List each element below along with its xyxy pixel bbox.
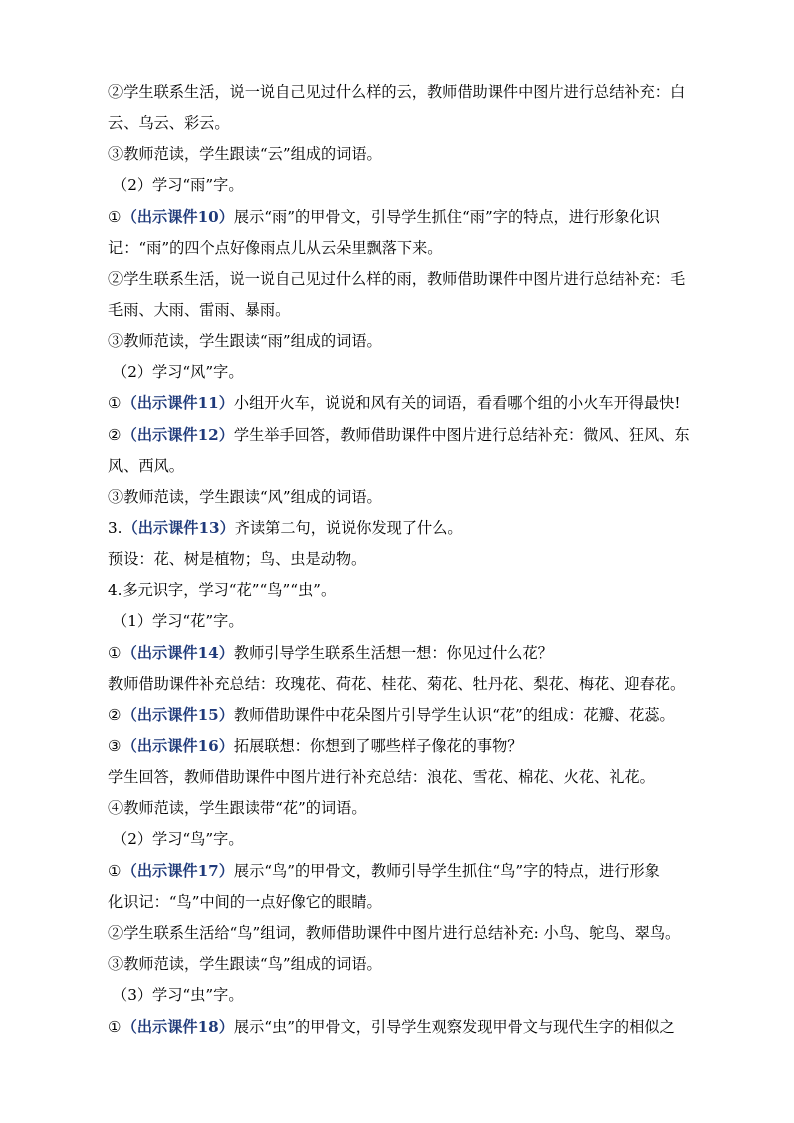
section-heading: （2）学习“风”字。: [112, 363, 244, 381]
paragraph-line: 风、西风。: [108, 457, 184, 475]
section-heading: （2）学习“鸟”字。: [112, 830, 244, 848]
paragraph-line: 记：“雨”的四个点好像雨点儿从云朵里飘落下来。: [108, 239, 443, 257]
paragraph-line: ①（出示课件11）小组开火车，说说和风有关的词语，看看哪个组的小火车开得最快!: [108, 394, 681, 412]
section-heading: 4.多元识字，学习“花”“鸟”“虫”。: [108, 581, 337, 599]
paragraph-line: 云、乌云、彩云。: [108, 114, 230, 132]
paragraph-line: 毛雨、大雨、雷雨、暴雨。: [108, 301, 291, 319]
courseware-ref: （出示课件10）: [121, 208, 234, 226]
section-heading: （3）学习“虫”字。: [112, 986, 244, 1004]
paragraph-line: 3.（出示课件13）齐读第二句，说说你发现了什么。: [108, 519, 463, 537]
paragraph-line: 教师借助课件补充总结：玫瑰花、荷花、桂花、菊花、牡丹花、梨花、梅花、迎春花。: [108, 675, 686, 693]
paragraph-line: ②（出示课件15）教师借助课件中花朵图片引导学生认识“花”的组成：花瓣、花蕊。: [108, 706, 675, 724]
paragraph-line: ①（出示课件10）展示“雨”的甲骨文，引导学生抓住“雨”字的特点，进行形象化识: [108, 208, 660, 226]
section-heading: （1）学习“花”字。: [112, 612, 244, 630]
paragraph-line: ③教师范读，学生跟读“雨”组成的词语。: [108, 332, 382, 350]
paragraph-line: ②（出示课件12）学生举手回答，教师借助课件中图片进行总结补充：微风、狂风、东: [108, 426, 690, 444]
paragraph-line: ①（出示课件14）教师引导学生联系生活想一想：你见过什么花？: [108, 644, 553, 662]
courseware-ref: （出示课件12）: [121, 426, 234, 444]
paragraph-line: ②学生联系生活，说一说自己见过什么样的云，教师借助课件中图片进行总结补充：白: [108, 83, 686, 101]
paragraph-line: ③教师范读，学生跟读“云”组成的词语。: [108, 145, 382, 163]
paragraph-line: ④教师范读，学生跟读带“花”的词语。: [108, 799, 367, 817]
courseware-ref: （出示课件15）: [121, 706, 234, 724]
courseware-ref: （出示课件11）: [121, 394, 234, 412]
courseware-ref: （出示课件14）: [121, 644, 234, 662]
paragraph-line: ③教师范读，学生跟读“鸟”组成的词语。: [108, 955, 382, 973]
courseware-ref: （出示课件17）: [121, 862, 234, 880]
paragraph-line: ①（出示课件18）展示“虫”的甲骨文，引导学生观察发现甲骨文与现代生字的相似之: [108, 1018, 675, 1036]
paragraph-line: 化识记：“鸟”中间的一点好像它的眼睛。: [108, 893, 382, 911]
courseware-ref: （出示课件13）: [122, 519, 235, 537]
paragraph-line: 预设：花、树是植物；鸟、虫是动物。: [108, 550, 367, 568]
paragraph-line: ③（出示课件16）拓展联想：你想到了哪些样子像花的事物？: [108, 737, 523, 755]
paragraph-line: ②学生联系生活，说一说自己见过什么样的雨，教师借助课件中图片进行总结补充：毛: [108, 270, 686, 288]
paragraph-line: ①（出示课件17）展示“鸟”的甲骨文，教师引导学生抓住“鸟”字的特点，进行形象: [108, 862, 660, 880]
paragraph-line: ③教师范读，学生跟读“风”组成的词语。: [108, 488, 382, 506]
courseware-ref: （出示课件18）: [121, 1018, 234, 1036]
section-heading: （2）学习“雨”字。: [112, 176, 244, 194]
paragraph-line: ②学生联系生活给“鸟”组词，教师借助课件中图片进行总结补充: 小鸟、鸵鸟、翠鸟。: [108, 924, 681, 942]
paragraph-line: 学生回答，教师借助课件中图片进行补充总结：浪花、雪花、棉花、火花、礼花。: [108, 768, 655, 786]
courseware-ref: （出示课件16）: [121, 737, 234, 755]
